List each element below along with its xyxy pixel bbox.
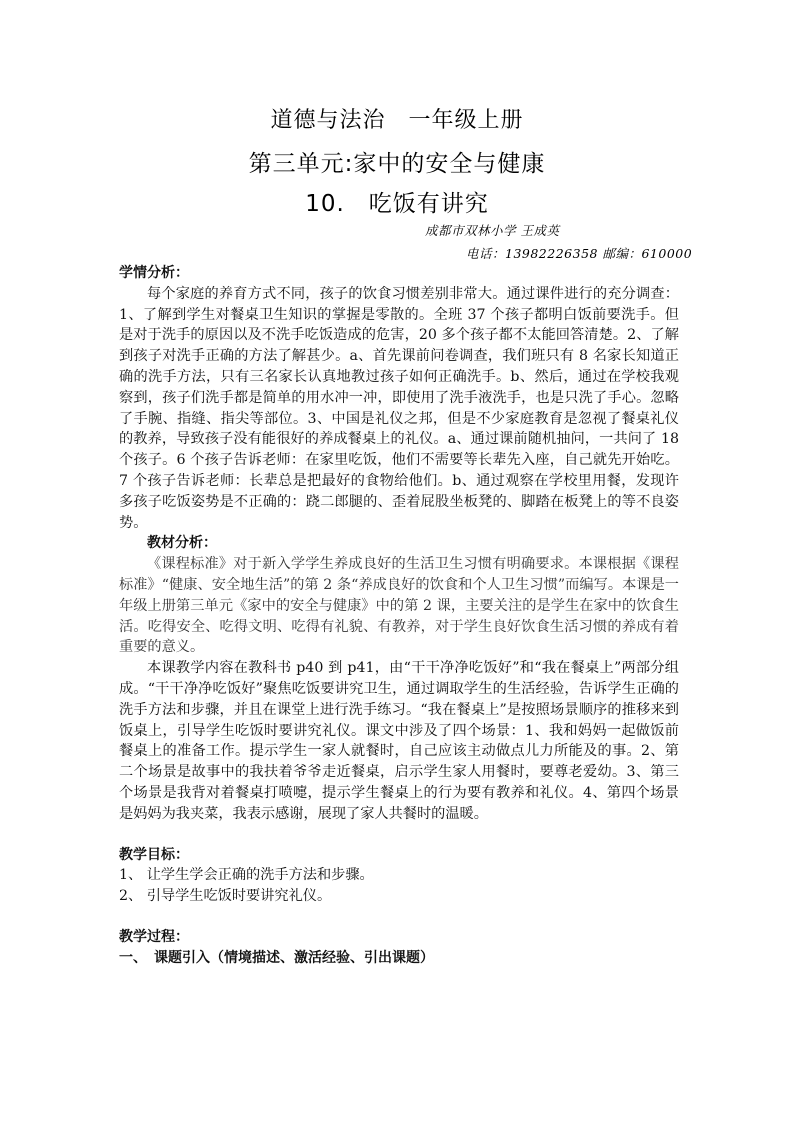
document-title: 道德与法治 一年级上册 bbox=[270, 108, 524, 133]
document-body bbox=[119, 263, 679, 969]
section-heading-jiaocai: 教材分析： bbox=[147, 535, 217, 552]
lesson-title: 10. 吃饭有讲究 bbox=[305, 191, 489, 217]
jiaocai-paragraph-2: 本课教学内容在教科书 p40 到 p41，由“干干净净吃饭好”和“我在餐桌上”两部分组成。“干干净净吃饭好”聚焦吃饭要讲究卫生，通过调取学生的生活经验，告诉学生正确的洗手方法和步骤，并且在课堂上进行洗手练习。“我在餐桌上”是按照场景顺序的推移来到饭桌上，引导学生吃饭时要讲究礼仪。课文中涉及了四个场景：1、我和妈妈一起做饭前餐桌上的准备工作。提示学生一家人就餐时，自己应该主动做点儿力所能及的事。2、第二个场景是故事中的我扶着爷爷走近餐桌，启示学生家人用餐时，要尊老爱幼。3、第三个场景是我背对着餐桌打喷嚏，提示学生餐桌上的行为要有教养和礼仪。4、第四个场景是妈妈为我夹菜，我表示感谢，展现了家人共餐时的温暖。 bbox=[119, 660, 679, 822]
author-school: 成都市双林小学 王成英 bbox=[425, 223, 560, 238]
mubiao-item-1: 1、 让学生学会正确的洗手方法和步骤。 bbox=[119, 867, 374, 884]
section-heading-xueqing: 学情分析： bbox=[119, 265, 189, 281]
guocheng-item-1: 一、 课题引入（情境描述、激活经验、引出课题） bbox=[119, 949, 434, 966]
jiaocai-paragraph-1: 《课程标准》对于新入学学生养成良好的生活卫生习惯有明确要求。本课根据《课程标准》“健康、安全地生活”的第 2 条“养成良好的饮食和个人卫生习惯”而编写。本课是一年级上册第三单元《家中的安全与健康》中的第 2 课，主要关注的是学生在家中的饮食生活。吃得安全、吃得文明、吃得有礼貌、有教养，对于学生良好饮食生活习惯的养成有着重要的意义。 bbox=[119, 556, 679, 656]
section-heading-guocheng: 教学过程： bbox=[119, 928, 189, 945]
section-heading-mubiao: 教学目标： bbox=[119, 846, 189, 863]
xueqing-paragraph: 每个家庭的养育方式不同，孩子的饮食习惯差别非常大。通过课件进行的充分调查：1、了解到学生对餐桌卫生知识的掌握是零散的。全班 37 个孩子都明白饭前要洗手。但是对于洗手的原因以及不洗手吃饭造成的危害，20 多个孩子都不太能回答清楚。2、了解到孩子对洗手正确的方法了解甚少。a、首先课前问卷调查，我们班只有 8 名家长知道正确的洗手方法，只有三名家长认真地教过孩子如何正确洗手。b、然后，通过在学校我观察到，孩子们洗手都是简单的用水冲一冲，即使用了洗手液洗手，也是只洗了手心。忽略了手腕、指缝、指尖等部位。3、中国是礼仪之邦，但是不少家庭教育是忽视了餐桌礼仪的教养，导致孩子没有能很好的养成餐桌上的礼仪。a、通过课前随机抽问，一共问了 18 个孩子。6 个孩子告诉老师：在家里吃饭，他们不需要等长辈先入座，自己就先开始吃。7 个孩子告诉老师：长辈总是把最好的食物给他们。b、通过观察在学校里用餐，发现许多孩子吃饭姿势是不正确的：跷二郎腿的、歪着屁股坐板凳的、脚踏在板凳上的等不良姿势。 bbox=[119, 285, 679, 531]
unit-title: 第三单元:家中的安全与健康 bbox=[248, 151, 546, 177]
author-contact: 电话：13982226358 邮编：610000 bbox=[466, 246, 693, 261]
mubiao-item-2: 2、 引导学生吃饭时要讲究礼仪。 bbox=[119, 888, 332, 905]
